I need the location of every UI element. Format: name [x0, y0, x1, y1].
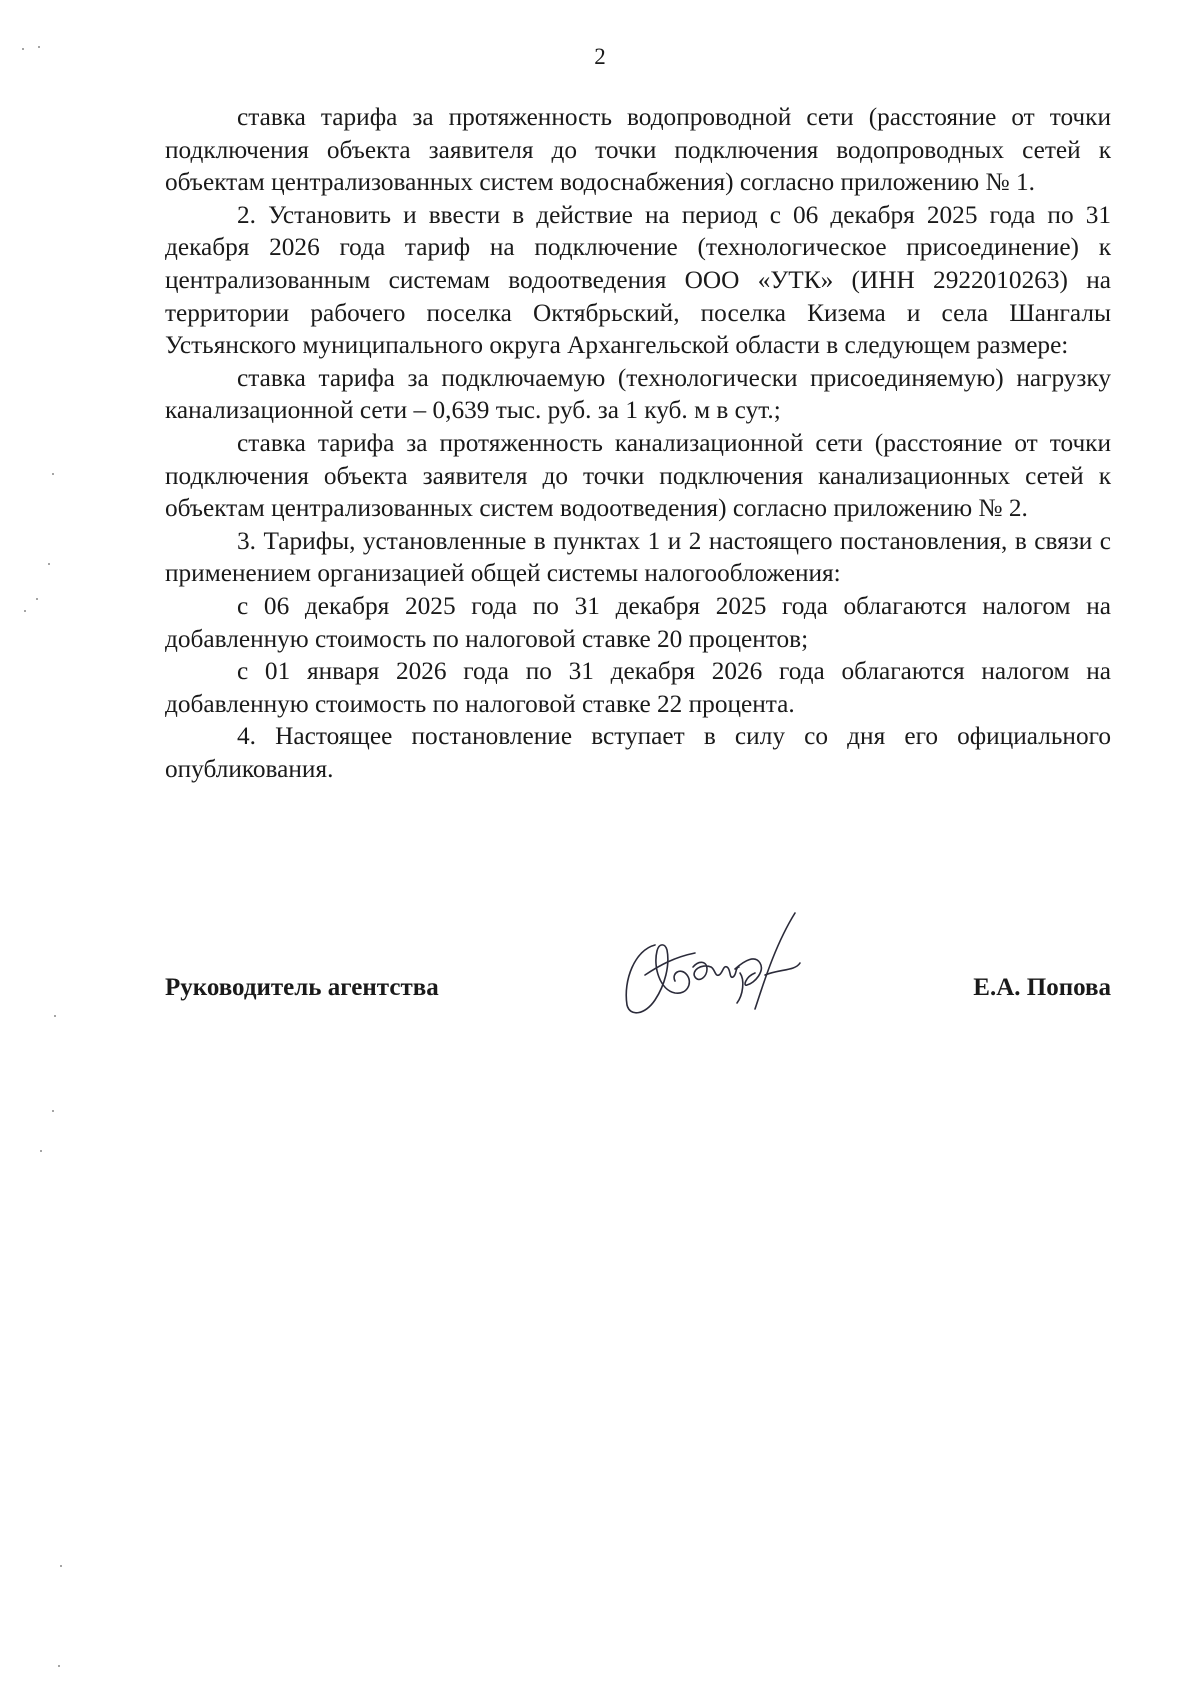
- scan-speck: [54, 1015, 56, 1017]
- paragraph: с 01 января 2026 года по 31 декабря 2026 года облагаются налогом на добавленную стоимость по налоговой ставке 22 процента.: [165, 657, 1111, 718]
- paragraph: 4. Настоящее постановление вступает в силу со дня его официального опубликования.: [165, 722, 1111, 783]
- paragraph: с 06 декабря 2025 года по 31 декабря 2025 года облагаются налогом на добавленную стоимость по налоговой ставке 20 процентов;: [165, 591, 1111, 653]
- scan-speck: [48, 563, 50, 565]
- signatory-name: Е.А. Попова: [973, 974, 1111, 1001]
- scan-speck: [58, 1665, 60, 1667]
- paragraph: 2. Установить и ввести в действие на период с 06 декабря 2025 года по 31 декабря 2026 года тариф на подключение (технологическое присоединение) к централизованным системам водоотведения ООО «УТК» (ИНН 2922010263) на территории рабочего поселка Октябрьский, поселка Кизема и села Шангалы Устьянского муниципального округа Архангельской области в следующем размере:: [165, 200, 1111, 360]
- paragraph: ставка тарифа за подключаемую (технологически присоединяемую) нагрузку канализационной сети – 0,639 тыс. руб. за 1 куб. м в сут.;: [165, 363, 1111, 425]
- paragraph: ставка тарифа за протяженность канализационной сети (расстояние от точки подключения объекта заявителя до точки подключения канализационных сетей к объектам централизованных систем водоотведения) согласно приложению № 2.: [165, 428, 1111, 523]
- paragraph: 3. Тарифы, установленные в пунктах 1 и 2 настоящего постановления, в связи с применением организацией общей системы налогообложения:: [165, 526, 1111, 588]
- paragraph: ставка тарифа за протяженность водопроводной сети (расстояние от точки подключения объекта заявителя до точки подключения водопроводных сетей к объектам централизованных систем водоснабжения) согласно приложению № 1.: [165, 103, 1111, 197]
- scan-speck: [52, 473, 54, 475]
- signatory-title: Руководитель агентства: [165, 974, 439, 1001]
- scan-speck: [22, 48, 24, 50]
- scan-speck: [36, 598, 38, 600]
- scan-speck: [52, 1110, 54, 1112]
- handwritten-signature: [615, 905, 815, 1025]
- page-number: 2: [594, 44, 606, 69]
- scan-speck: [24, 610, 26, 612]
- scan-speck: [40, 1150, 42, 1152]
- scan-speck: [60, 1565, 62, 1567]
- scan-speck: [38, 46, 40, 48]
- document-body: [165, 101, 1111, 785]
